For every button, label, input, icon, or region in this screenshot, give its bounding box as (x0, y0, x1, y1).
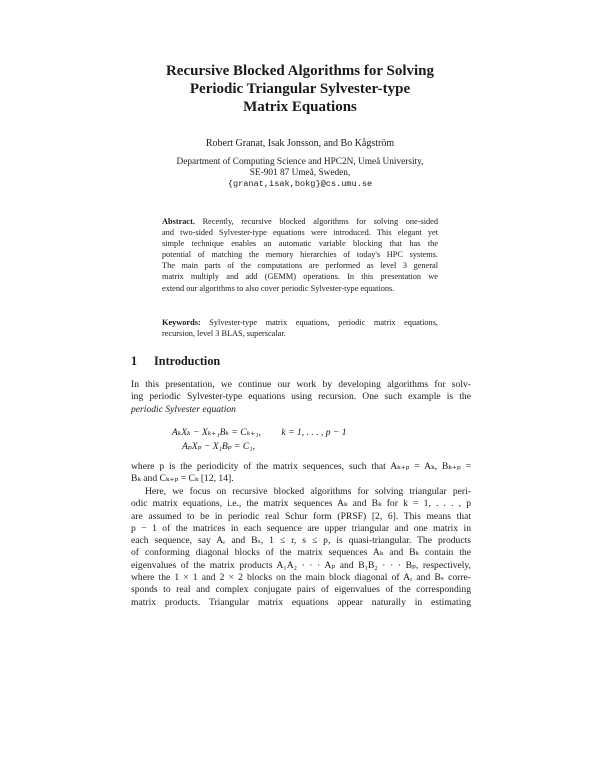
keywords-line: recursion, level 3 BLAS, superscalar. (162, 329, 286, 339)
body-line: eigenvalues of the matrix products A₁A₂ · · · Aₚ and B₁B₂ · · · Bₚ, respectively, (131, 559, 471, 571)
paragraph-intro (131, 379, 471, 416)
abstract-line: matrix multiply and add (GEMM) operations. In this presentation we (162, 272, 438, 282)
body-line: ing periodic Sylvester-type equations using recursion. One such example is the (131, 391, 471, 403)
paper-title (100, 62, 500, 116)
body-line: Bₖ and Cₖ₊ₚ = Cₖ [12, 14]. (131, 473, 234, 485)
body-line: of conforming diagonal blocks of the matrix sequences Aₖ and Bₖ contain the (131, 547, 471, 559)
body-line: matrix products. Triangular matrix equations appear naturally in estimating (131, 596, 471, 608)
paragraph-focus (131, 486, 471, 609)
affiliation (100, 157, 500, 191)
body-line: p − 1 of the matrices in each sequence are upper triangular and one matrix in (131, 522, 471, 534)
affiliation-line: SE-901 87 Umeå, Sweden, (249, 168, 351, 179)
keywords (162, 317, 438, 339)
title-line: Matrix Equations (243, 99, 357, 115)
body-line: sponds to real and complex conjugate pairs of eigenvalues of the corresponding (131, 584, 471, 596)
abstract-line: potential of matching the memory hierarchies of today's HPC systems. (162, 250, 438, 260)
section-title: Introduction (154, 354, 221, 368)
body-line: periodic Sylvester equation (131, 403, 236, 415)
body-line: each sequence, say Aᵣ and Bₛ, 1 ≤ r, s ≤ p, is quasi-triangular. The products (131, 535, 471, 547)
body-line: where the 1 × 1 and 2 × 2 blocks on the main block diagonal of Aᵣ and Bₛ corre- (131, 572, 471, 584)
paragraph-periodicity (131, 461, 471, 486)
title-line: Periodic Triangular Sylvester-type (189, 81, 411, 97)
abstract-label: Abstract. (162, 217, 195, 226)
keywords-line: Sylvester-type matrix equations, periodic matrix equations, (209, 318, 438, 327)
abstract-line: Recently, recursive blocked algorithms for solving one-sided (202, 217, 438, 226)
abstract-line: The main parts of the computations are performed as level 3 general (162, 261, 438, 271)
authors: Robert Granat, Isak Jonsson, and Bo Kågström (205, 138, 395, 149)
email: {granat,isak,bokg}@cs.umu.se (227, 179, 373, 190)
equation-lhs: AₖXₖ − Xₖ₊₁Bₖ = Cₖ₊₁, (171, 427, 261, 438)
section-number: 1 (131, 354, 138, 368)
body-line: Here, we focus on recursive blocked algorithms for solving triangular peri- (145, 486, 471, 497)
body-line: odic matrix equations, i.e., the matrix sequences Aₖ and Bₖ for k = 1, . . . , p (131, 498, 471, 510)
body-line: where p is the periodicity of the matrix sequences, such that Aₖ₊ₚ = Aₖ, Bₖ₊ₚ = (131, 461, 471, 472)
abstract-line: simple technique enables an automatic variable blocking that has the (162, 239, 438, 249)
body-line: In this presentation, we continue our work by developing algorithms for solv- (131, 379, 471, 390)
section-heading (131, 354, 220, 368)
title-line: Recursive Blocked Algorithms for Solving (165, 63, 435, 79)
affiliation-line: Department of Computing Science and HPC2N, Umeå University, (176, 157, 424, 167)
keywords-label: Keywords: (162, 318, 201, 327)
equation (131, 426, 471, 454)
body-line: are assumed to be in periodic real Schur form (PRSF) [2, 6]. This means that (131, 510, 471, 522)
abstract (162, 216, 438, 294)
equation-condition: k = 1, . . . , p − 1 (281, 427, 347, 438)
equation-lhs: AₚXₚ − X₁Bₚ = C₁, (182, 441, 255, 452)
abstract-line: extend our algorithms to also cover periodic Sylvester-type equations. (162, 283, 395, 293)
abstract-line: and two-sided Sylvester-type equations were introduced. This elegant yet (162, 228, 438, 238)
